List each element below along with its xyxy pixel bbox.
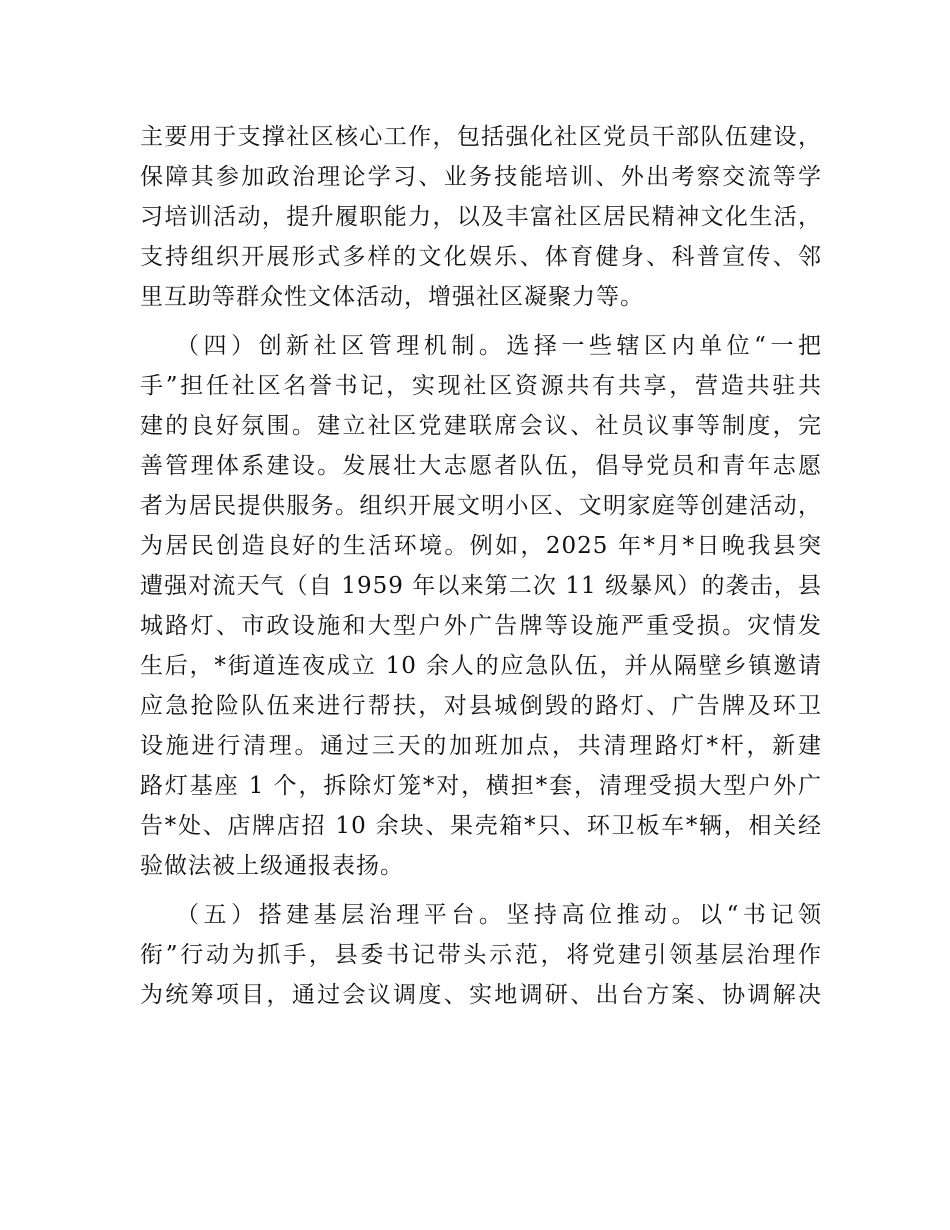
body-text (140, 117, 822, 1015)
text-line: （四）创新社区管理机制。选择一些辖区内单位“一把 (176, 333, 822, 359)
text-line: 路灯基座 1 个，拆除灯笼*对，横担*套，清理受损大型户外广 (140, 773, 822, 799)
text-line: 验做法被上级通报表扬。 (140, 853, 404, 879)
text-line: 建的良好氛围。建立社区党建联席会议、社员议事等制度，完 (140, 413, 822, 439)
text-line: 习培训活动，提升履职能力，以及丰富社区居民精神文化生活， (140, 204, 822, 230)
paragraph-spacing (140, 886, 822, 895)
text-line: 设施进行清理。通过三天的加班加点，共清理路灯*杆，新建 (140, 733, 822, 759)
paragraph (140, 117, 822, 317)
text-line: 衔”行动为抓手，县委书记带头示范，将党建引领基层治理作 (140, 942, 822, 968)
text-line: 手”担任社区名誉书记，实现社区资源共有共享，营造共驻共 (140, 373, 822, 399)
text-line: 者为居民提供服务。组织开展文明小区、文明家庭等创建活动， (140, 493, 822, 519)
text-line: 生后，*街道连夜成立 10 余人的应急队伍，并从隔壁乡镇邀请 (140, 653, 822, 679)
text-line: 善管理体系建设。发展壮大志愿者队伍，倡导党员和青年志愿 (140, 453, 822, 479)
paragraph (140, 895, 822, 1015)
text-line: 保障其参加政治理论学习、业务技能培训、外出考察交流等学 (140, 164, 822, 190)
text-line: 为统筹项目，通过会议调度、实地调研、出台方案、协调解决 (140, 982, 822, 1008)
text-line: 为居民创造良好的生活环境。例如，2025 年*月*日晚我县突 (140, 533, 822, 559)
text-line: 应急抢险队伍来进行帮扶，对县城倒毁的路灯、广告牌及环卫 (140, 693, 822, 719)
text-line: 城路灯、市政设施和大型户外广告牌等设施严重受损。灾情发 (140, 613, 822, 639)
text-line: （五）搭建基层治理平台。坚持高位推动。以“书记领 (176, 902, 822, 928)
text-line: 主要用于支撑社区核心工作，包括强化社区党员干部队伍建设， (140, 124, 822, 150)
text-line: 遭强对流天气（自 1959 年以来第二次 11 级暴风）的袭击，县 (140, 573, 822, 599)
text-line: 告*处、店牌店招 10 余块、果壳箱*只、环卫板车*辆，相关经 (140, 813, 822, 839)
paragraph (140, 326, 822, 886)
text-line: 支持组织开展形式多样的文化娱乐、体育健身、科普宣传、邻 (140, 244, 822, 270)
paragraph-spacing (140, 317, 822, 326)
text-line: 里互助等群众性文体活动，增强社区凝聚力等。 (140, 284, 644, 310)
